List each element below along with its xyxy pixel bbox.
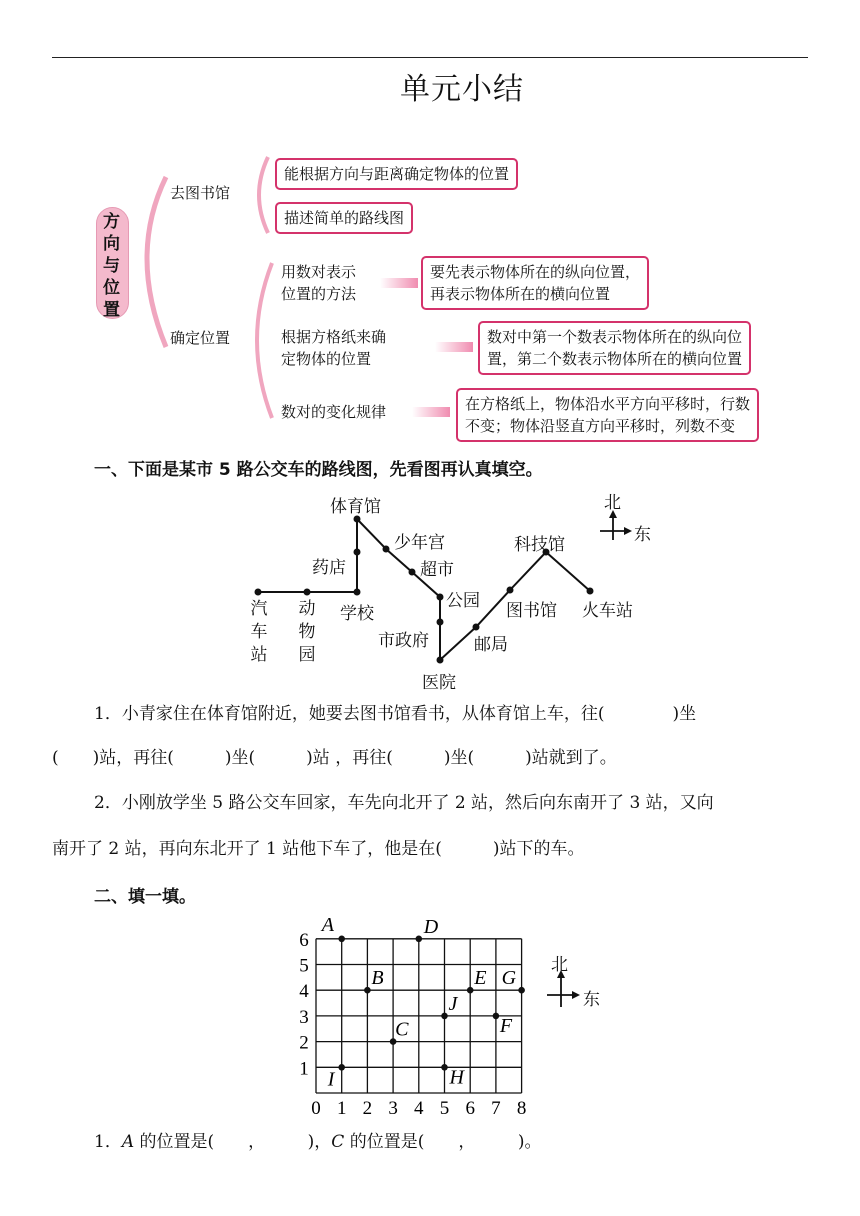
branch2-row1-label: 用数对表示 位置的方法 bbox=[281, 263, 357, 303]
section2-heading: 二、填一填。 bbox=[94, 887, 196, 907]
grid-compass-north-label: 北 bbox=[551, 955, 568, 975]
coordinate-grid bbox=[0, 910, 860, 1125]
page-title: 单元小结 bbox=[400, 72, 524, 107]
point-j bbox=[441, 1013, 448, 1020]
y-tick-label: 6 bbox=[299, 929, 309, 951]
point-label-c: C bbox=[395, 1018, 409, 1041]
station-xuexiao: 学校 bbox=[340, 604, 374, 624]
station-tushuguan: 图书馆 bbox=[506, 601, 557, 621]
point-f bbox=[493, 1013, 500, 1020]
station-shaoniangong: 少年宫 bbox=[394, 533, 445, 553]
s2-q1-text1: 的位置是( ， )， bbox=[134, 1132, 332, 1152]
station-tiyuguan: 体育馆 bbox=[330, 497, 381, 517]
station-shizhengfu: 市政府 bbox=[378, 631, 429, 651]
point-e bbox=[467, 987, 474, 994]
grid-compass-east-label: 东 bbox=[583, 990, 600, 1010]
y-tick-label: 2 bbox=[299, 1032, 309, 1054]
x-tick-label: 3 bbox=[388, 1098, 398, 1119]
branch2-row1-note: 要先表示物体所在的纵向位置， 再表示物体所在的横向位置 bbox=[421, 256, 649, 310]
s2-q1-text2: 的位置是( ， )。 bbox=[344, 1132, 542, 1152]
s2-q1-point-c: C bbox=[331, 1132, 345, 1152]
bus-route-lines bbox=[0, 480, 860, 690]
y-tick-label: 5 bbox=[299, 955, 309, 977]
point-label-a: A bbox=[321, 913, 334, 936]
station-qichezhan: 汽 车 站 bbox=[250, 599, 268, 665]
point-b bbox=[364, 987, 371, 994]
point-label-i: I bbox=[327, 1068, 335, 1091]
point-d bbox=[416, 936, 423, 943]
y-tick-label: 4 bbox=[299, 981, 309, 1003]
station-dongwuyuan: 动 物 园 bbox=[298, 599, 316, 665]
compass-north-label: 北 bbox=[604, 493, 621, 513]
station-kejiguan: 科技馆 bbox=[514, 535, 565, 555]
x-tick-label: 8 bbox=[516, 1098, 527, 1119]
point-h bbox=[441, 1064, 448, 1071]
s1-q1-line1: 1．小青家住在体育馆附近，她要去图书馆看书，从体育馆上车，往( )坐 bbox=[94, 704, 697, 724]
point-label-g: G bbox=[501, 967, 517, 990]
x-tick-label: 1 bbox=[336, 1098, 347, 1119]
y-tick-label: 3 bbox=[299, 1006, 309, 1028]
branch1-label: 去图书馆 bbox=[170, 184, 231, 202]
s1-q1-line2: ( )站，再往( )坐( )站 ，再往( )坐( )站就到了。 bbox=[52, 748, 617, 768]
branch2-label: 确定位置 bbox=[170, 329, 231, 347]
branch2-row3-note: 在方格纸上，物体沿水平方向平移时，行数 不变；物体沿竖直方向平移时，列数不变 bbox=[456, 388, 759, 442]
point-i bbox=[338, 1064, 345, 1071]
point-a bbox=[338, 936, 345, 943]
point-label-b: B bbox=[371, 967, 384, 990]
x-tick-label: 0 bbox=[311, 1098, 321, 1119]
y-tick-label: 1 bbox=[299, 1058, 309, 1080]
s1-q2-line1: 2．小刚放学坐 5 路公交车回家，车先向北开了 2 站，然后向东南开了 3 站，又向 bbox=[94, 793, 714, 813]
branch2-row2-label: 根据方格纸来确 定物体的位置 bbox=[281, 328, 387, 368]
s2-q1 bbox=[94, 1122, 541, 1162]
s1-q2-line2: 南开了 2 站，再向东北开了 1 站他下车了，他是在( )站下的车。 bbox=[52, 839, 585, 859]
s2-q1-prefix: 1． bbox=[94, 1132, 122, 1152]
branch1-item-2: 描述简单的路线图 bbox=[275, 202, 413, 234]
point-label-d: D bbox=[423, 915, 439, 938]
root-label: 方 向 与 位 置 bbox=[103, 212, 120, 320]
station-yiyuan: 医院 bbox=[422, 673, 456, 693]
x-tick-label: 5 bbox=[439, 1098, 450, 1119]
station-youju: 邮局 bbox=[474, 635, 508, 655]
station-chaoshi: 超市 bbox=[420, 560, 454, 580]
x-tick-label: 2 bbox=[362, 1098, 373, 1119]
compass-east-label: 东 bbox=[634, 525, 651, 545]
branch2-row2-note: 数对中第一个数表示物体所在的纵向位 置，第二个数表示物体所在的横向位置 bbox=[478, 321, 751, 375]
x-tick-label: 6 bbox=[465, 1098, 475, 1119]
station-yaodian: 药店 bbox=[312, 558, 346, 578]
section1-heading: 一、下面是某市 5 路公交车的路线图，先看图再认真填空。 bbox=[94, 460, 543, 480]
station-gongyuan: 公园 bbox=[446, 591, 480, 611]
point-label-e: E bbox=[474, 967, 487, 990]
grid-compass-east-arrow bbox=[572, 991, 580, 999]
branch2-row3-label: 数对的变化规律 bbox=[281, 403, 387, 421]
branch1-item-1: 能根据方向与距离确定物体的位置 bbox=[275, 158, 518, 190]
point-label-h: H bbox=[449, 1066, 464, 1089]
x-tick-label: 4 bbox=[414, 1098, 424, 1119]
point-g bbox=[518, 987, 525, 994]
station-huochezhan: 火车站 bbox=[582, 601, 633, 621]
x-tick-label: 7 bbox=[491, 1098, 501, 1119]
point-label-j: J bbox=[448, 992, 458, 1015]
point-label-f: F bbox=[499, 1014, 513, 1037]
s2-q1-point-a: A bbox=[121, 1132, 135, 1152]
